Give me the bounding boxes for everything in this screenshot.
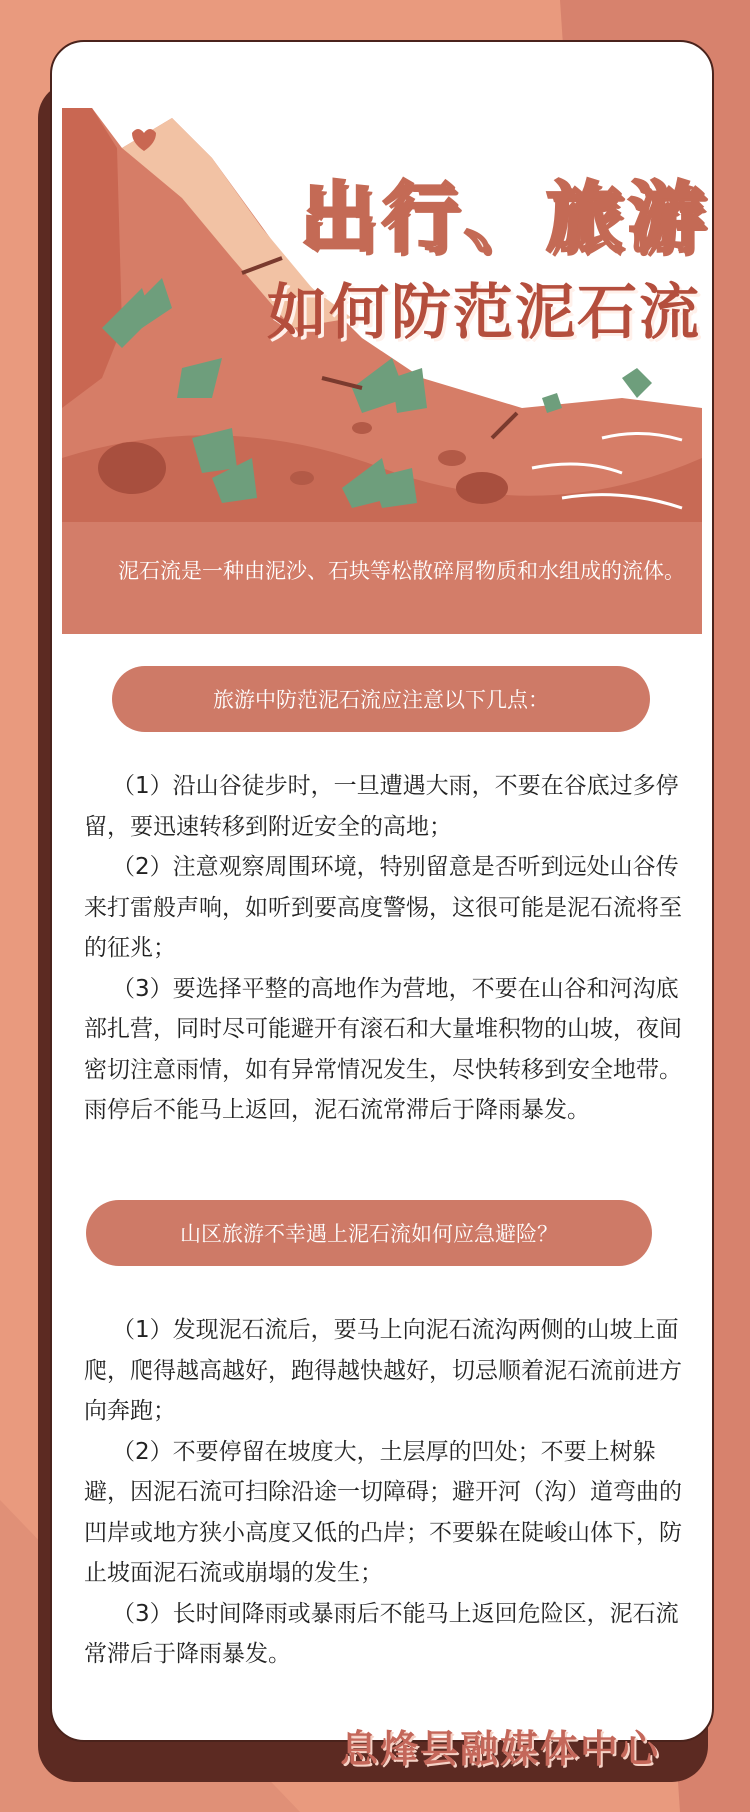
section2-body [84, 1310, 690, 1675]
section1-item-1: （1）沿山谷徒步时，一旦遭遇大雨，不要在谷底过多停留，要迅速转移到附近安全的高地； [84, 773, 679, 840]
poster-card [50, 40, 714, 1742]
intro-text: 泥石流是一种由泥沙、石块等松散碎屑物质和水组成的流体。 [118, 559, 685, 583]
section2-item-1: （1）发现泥石流后，要马上向泥石流沟两侧的山坡上面爬，爬得越高越好，跑得越快越好，切忌顺着泥石流前进方向奔跑； [84, 1317, 682, 1424]
footer-credit: 息烽县融媒体中心 [340, 1727, 661, 1771]
section2-heading: 山区旅游不幸遇上泥石流如何应急避险？ [86, 1200, 652, 1266]
section2-item-3: （3）长时间降雨或暴雨后不能马上返回危险区，泥石流常滞后于降雨暴发。 [84, 1600, 679, 1667]
section1-heading: 旅游中防范泥石流应注意以下几点： [112, 666, 650, 732]
title-line-1: 出行、旅游 [300, 173, 710, 262]
title-line-2: 如何防范泥石流 [267, 278, 701, 348]
hero-illustration [62, 78, 710, 554]
intro-box [62, 522, 702, 634]
section1-item-3: （3）要选择平整的高地作为营地，不要在山谷和河沟底部扎营，同时尽可能避开有滚石和大量堆积物的山坡，夜间密切注意雨情，如有异常情况发生，尽快转移到安全地带。雨停后不能马上返回，泥石流常滞后于降雨暴发。 [84, 975, 682, 1123]
section1-body [84, 766, 690, 1131]
section1-item-2: （2）注意观察周围环境，特别留意是否听到远处山谷传来打雷般声响，如听到要高度警惕，这很可能是泥石流将至的征兆； [84, 854, 682, 961]
section2-item-2: （2）不要停留在坡度大，土层厚的凹处；不要上树躲避，因泥石流可扫除沿途一切障碍；避开河（沟）道弯曲的凹岸或地方狭小高度又低的凸岸；不要躲在陡峻山体下，防止坡面泥石流或崩塌的发生； [84, 1438, 682, 1586]
